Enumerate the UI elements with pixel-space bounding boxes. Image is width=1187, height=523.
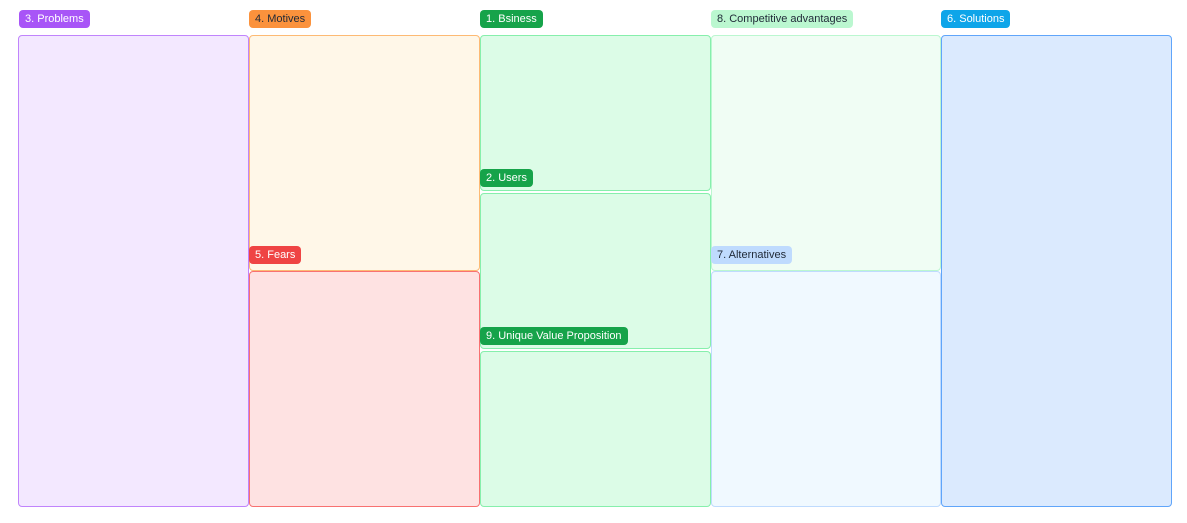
advantages-tag: 8. Competitive advantages — [711, 10, 853, 28]
uvp-panel — [480, 351, 711, 507]
users-panel — [480, 193, 711, 349]
solutions-panel — [941, 35, 1172, 507]
uvp-tag: 9. Unique Value Proposition — [480, 327, 628, 345]
alternatives-tag: 7. Alternatives — [711, 246, 792, 264]
advantages-panel — [711, 35, 941, 271]
users-tag: 2. Users — [480, 169, 533, 187]
fears-panel — [249, 271, 480, 507]
business-tag: 1. Bsiness — [480, 10, 543, 28]
problems-tag: 3. Problems — [19, 10, 90, 28]
alternatives-panel — [711, 271, 941, 507]
solutions-tag: 6. Solutions — [941, 10, 1010, 28]
business-panel — [480, 35, 711, 191]
motives-panel — [249, 35, 480, 271]
fears-tag: 5. Fears — [249, 246, 301, 264]
motives-tag: 4. Motives — [249, 10, 311, 28]
problems-panel — [18, 35, 249, 507]
